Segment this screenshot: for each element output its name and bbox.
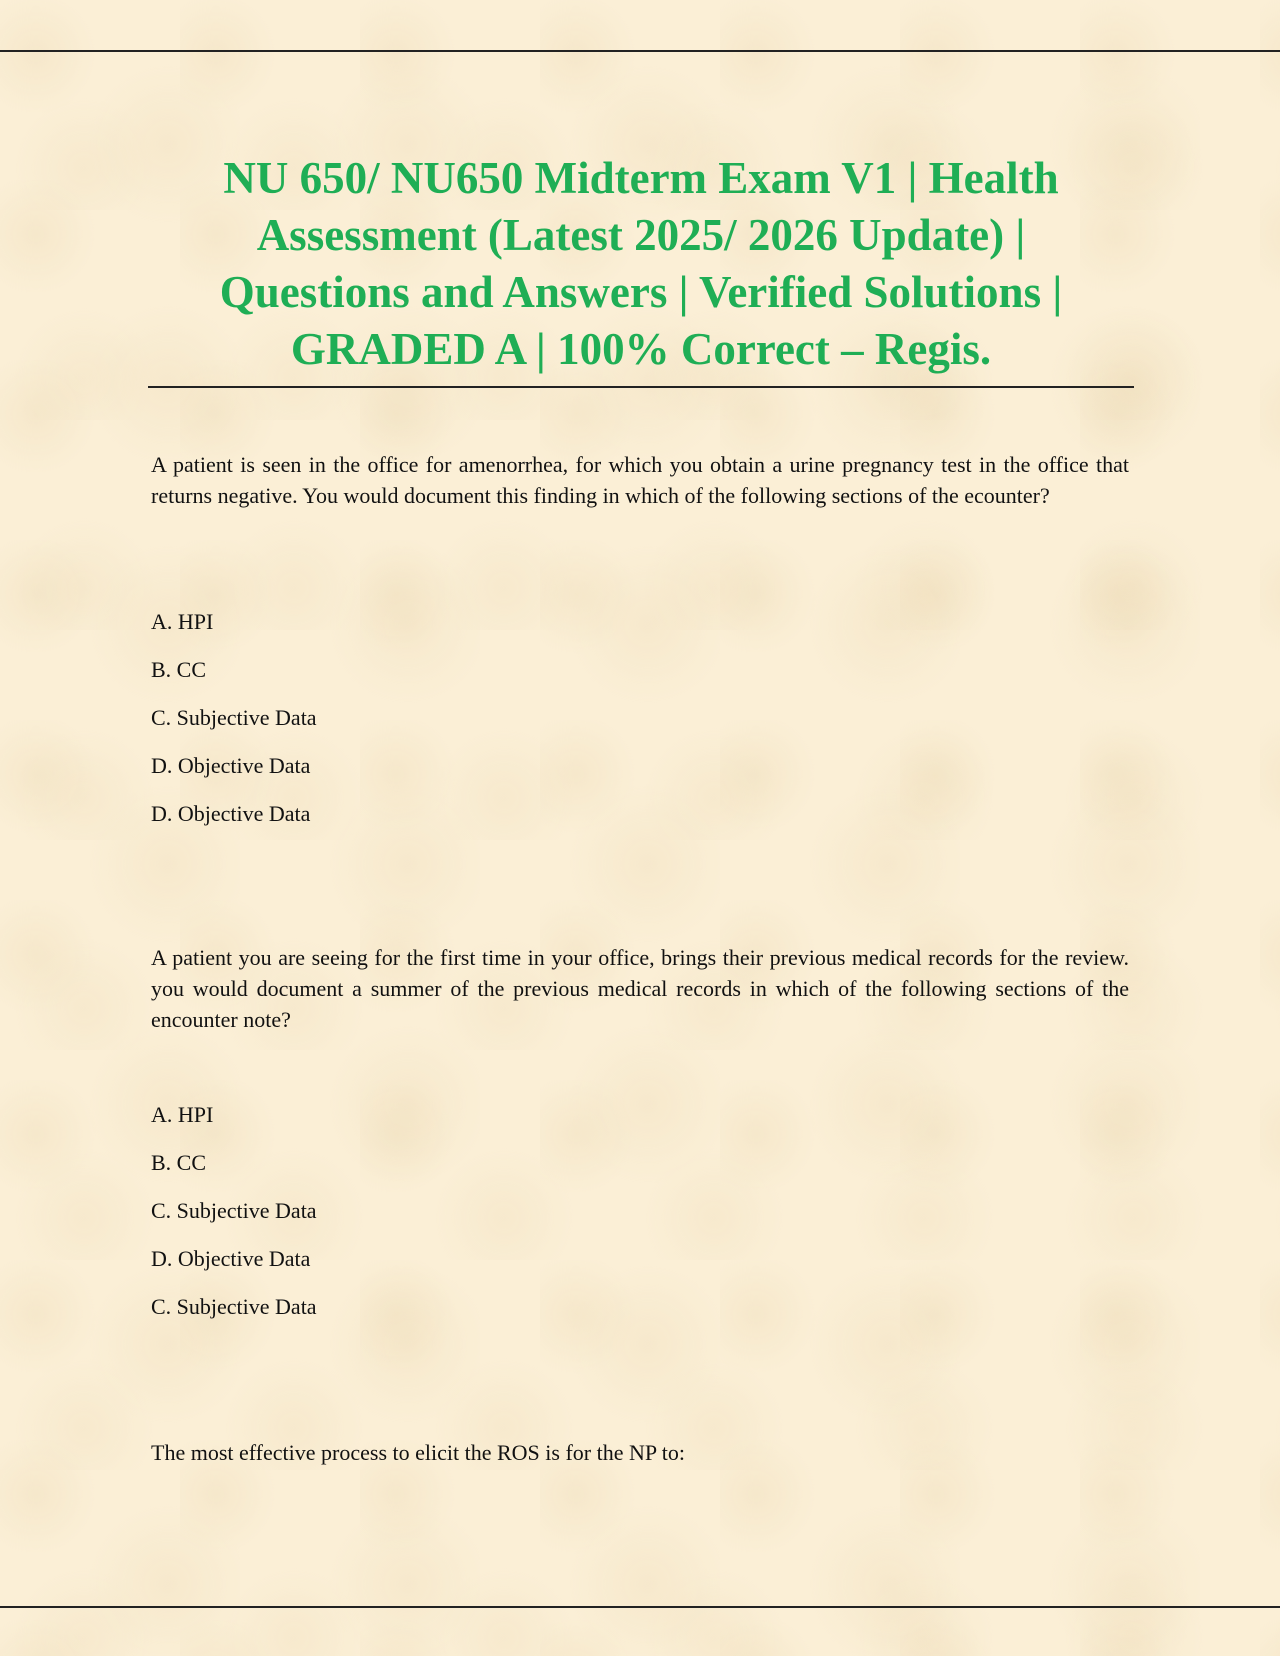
title-line: GRADED A | 100% Correct – Regis.	[290, 324, 992, 374]
document-title	[148, 150, 1134, 388]
title-line: Assessment (Latest 2025/ 2026 Update) |	[256, 210, 1026, 260]
answer-option: A. HPI	[151, 1102, 214, 1127]
question-3-text: The most effective process to elicit the ROS is for the NP to:	[151, 1440, 686, 1465]
title-line: NU 650/ NU650 Midterm Exam V1 | Health	[223, 153, 1059, 203]
question-2-options	[151, 1103, 1129, 1343]
answer-option: B. CC	[151, 1150, 207, 1175]
answer-option: D. Objective Data	[151, 1246, 311, 1271]
answer-option: C. Subjective Data	[151, 1198, 317, 1223]
answer-option: D. Objective Data	[151, 753, 311, 778]
question-1-options	[151, 610, 1129, 850]
bottom-rule	[0, 1606, 1280, 1608]
title-line: Questions and Answers | Verified Solutions |	[219, 267, 1063, 317]
question-1-text: A patient is seen in the office for amenorrhea, for which you obtain a urine pregnancy test in the office that returns negative. You would document this finding in which of the following sections of the ecounter?	[151, 452, 1129, 508]
question-2-text: A patient you are seeing for the first time in your office, brings their previous medical records for the review. you would document a summer of the previous medical records in which of the following sections of the encounter note?	[151, 945, 1129, 1032]
correct-answer: D. Objective Data	[151, 801, 311, 826]
answer-option: A. HPI	[151, 609, 214, 634]
top-rule	[0, 50, 1280, 52]
answer-option: B. CC	[151, 657, 207, 682]
answer-option: C. Subjective Data	[151, 705, 317, 730]
correct-answer: C. Subjective Data	[151, 1294, 317, 1319]
